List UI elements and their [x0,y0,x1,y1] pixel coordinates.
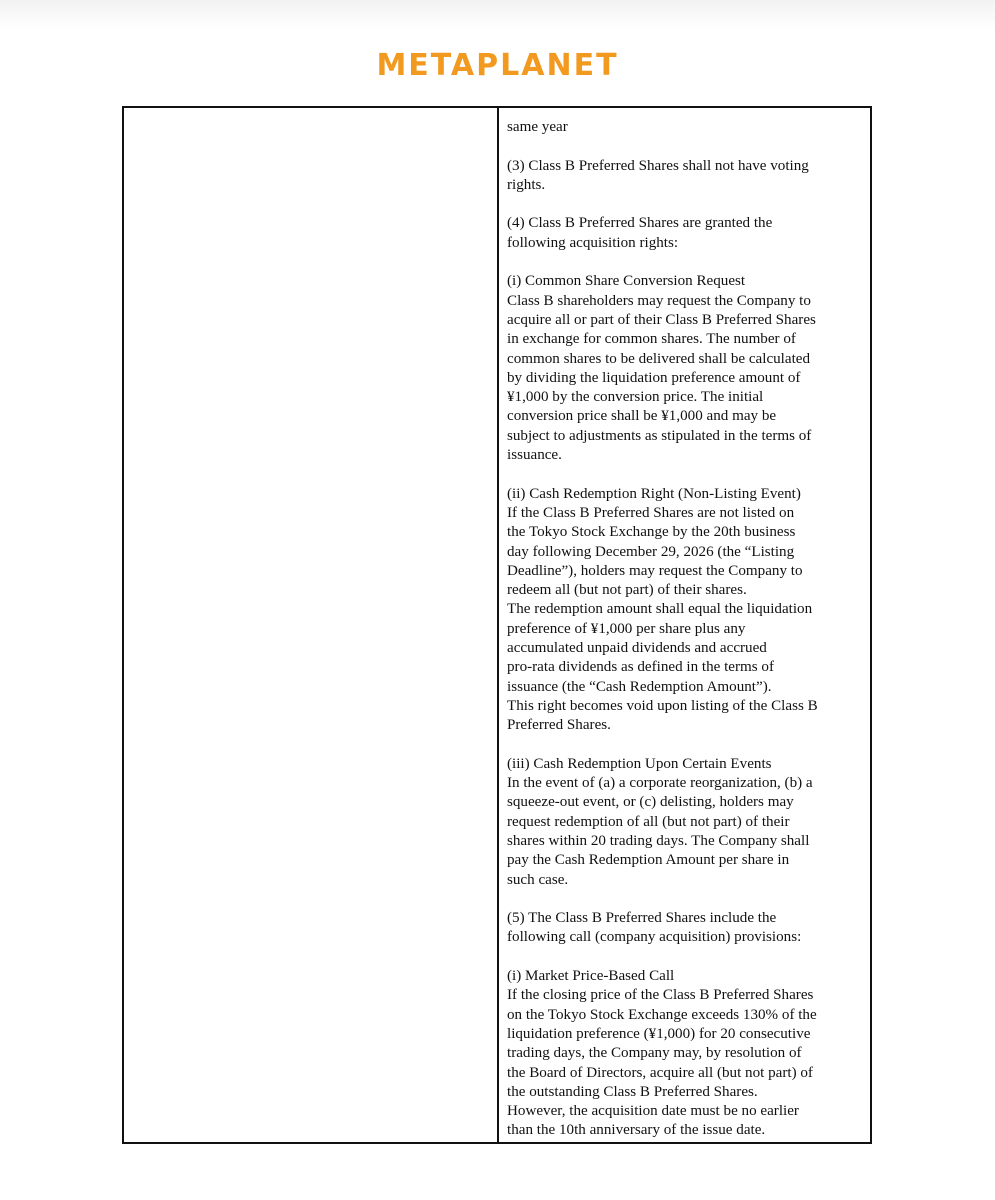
text-line: subject to adjustments as stipulated in the terms of [507,427,812,444]
text-line: Preferred Shares. [507,717,611,734]
text-line: The redemption amount shall equal the liquidation [507,601,813,618]
text-line: (ii) Cash Redemption Right (Non-Listing Event) [507,485,801,502]
paragraph [507,485,864,736]
paragraph [507,909,864,948]
text-line: such case. [507,871,569,888]
text-line: same year [507,119,568,135]
metaplanet-logo: METAPLANET [376,48,619,83]
text-line: (i) Market Price-Based Call [507,968,675,985]
text-line: redeem all (but not part) of their shares. [507,582,747,599]
text-line: However, the acquisition date must be no earlier [507,1103,799,1120]
text-line: the Board of Directors, acquire all (but not part) of [507,1064,813,1081]
paragraph [507,214,864,253]
text-line: In the event of (a) a corporate reorganization, (b) a [507,775,813,792]
text-line: acquire all or part of their Class B Preferred Shares [507,311,816,328]
text-line: following call (company acquisition) provisions: [507,929,802,946]
text-line: conversion price shall be ¥1,000 and may be [507,408,777,425]
text-line: (4) Class B Preferred Shares are granted the [507,215,773,232]
text-line: squeeze-out event, or (c) delisting, holders may [507,794,794,811]
paragraph [507,967,864,1141]
document-table [122,106,872,1144]
text-line: accumulated unpaid dividends and accrued [507,640,767,657]
text-line: This right becomes void upon listing of the Class B [507,697,818,714]
text-line: following acquisition rights: [507,234,679,251]
text-line: liquidation preference (¥1,000) for 20 consecutive [507,1025,811,1042]
text-line: request redemption of all (but not part) of their [507,813,790,830]
text-line: the outstanding Class B Preferred Shares. [507,1083,758,1100]
text-line: issuance (the “Cash Redemption Amount”). [507,678,772,695]
text-line: (iii) Cash Redemption Upon Certain Events [507,755,772,772]
text-line: If the Class B Preferred Shares are not listed on [507,504,795,521]
paragraph [507,272,864,465]
text-line: than the 10th anniversary of the issue date. [507,1122,766,1139]
text-line: Deadline”), holders may request the Company to [507,562,803,579]
text-line: the Tokyo Stock Exchange by the 20th business [507,524,796,541]
text-line: Class B shareholders may request the Company to [507,292,811,309]
paragraph [507,157,864,196]
text-line: (3) Class B Preferred Shares shall not have voting [507,157,809,174]
text-line: common shares to be delivered shall be calculated [507,350,811,367]
text-line: pay the Cash Redemption Amount per share in [507,852,790,869]
text-line: rights. [507,176,546,193]
text-line: pro-rata dividends as defined in the terms of [507,659,774,676]
text-line: preference of ¥1,000 per share plus any [507,620,746,637]
text-line: on the Tokyo Stock Exchange exceeds 130% of the [507,1006,817,1023]
text-line: ¥1,000 by the conversion price. The initial [507,389,764,406]
paragraph [507,118,864,137]
text-line: If the closing price of the Class B Preferred Shares [507,987,814,1004]
text-line: shares within 20 trading days. The Company shall [507,832,810,849]
text-line: trading days, the Company may, by resolution of [507,1045,802,1062]
text-line: by dividing the liquidation preference amount of [507,369,801,386]
table-right-cell [499,108,870,1142]
text-line: day following December 29, 2026 (the “Listing [507,543,795,560]
top-edge-shadow [0,0,995,30]
text-line: (5) The Class B Preferred Shares include the [507,910,777,927]
table-left-cell [124,108,499,1142]
text-line: (i) Common Share Conversion Request [507,273,746,290]
text-line: in exchange for common shares. The number of [507,331,796,348]
text-line: issuance. [507,447,562,464]
paragraph [507,755,864,890]
